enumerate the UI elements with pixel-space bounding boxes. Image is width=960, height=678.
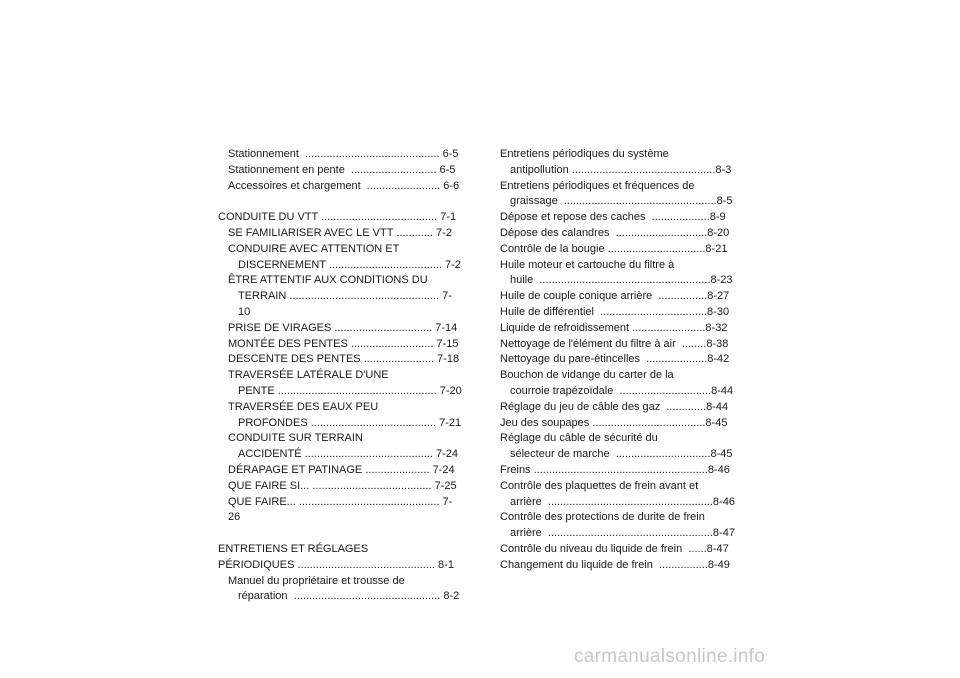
toc-entry-line: Dépose et repose des caches ...................8-9 [500,211,726,224]
toc-entry-line: QUE FAIRE... .............................................. 7-26 [228,495,453,524]
toc-entry-line: Liquide de refroidissement ........................8-32 [500,321,728,334]
toc-entry[interactable] [218,147,464,163]
toc-entry-line: ACCIDENTÉ .......................................... 7-24 [238,448,459,461]
toc-entry-line: courroie trapézoïdale ..............................8-44 [510,384,734,397]
toc-entry[interactable] [218,337,464,353]
toc-entry-line: TERRAIN ................................................. 7-10 [238,290,452,318]
toc-entry-line: CONDUIRE AVEC ATTENTION ET [228,242,400,255]
toc-entry-line: sélecteur de marche ...............................8-45 [510,448,733,461]
toc-entry[interactable] [218,479,464,495]
toc-entry-line: huile ........................................................8-23 [510,274,733,287]
toc-entry[interactable] [218,431,464,463]
toc-entry[interactable] [500,416,740,432]
toc-entry-line: graissage ..................................................8-5 [510,195,733,208]
toc-entry-line: CONDUITE DU VTT ...................................... 7-1 [218,211,457,224]
toc-entry[interactable] [218,352,464,368]
toc-entry-line: PRISE DE VIRAGES ................................ 7-14 [228,321,458,334]
toc-entry-line: Entretiens périodiques et fréquences de [500,179,695,192]
toc-entry-line: DÉRAPAGE ET PATINAGE ..................... 7-24 [228,463,455,476]
toc-entry-line: TRAVERSÉE LATÉRALE D'UNE [228,369,389,382]
toc-entry-line: Dépose des calandres ..............................8-20 [500,226,730,239]
toc-entry-line: Contrôle des plaquettes de frein avant et [500,479,699,492]
toc-entry-line: ENTRETIENS ET RÉGLAGES [218,542,369,555]
toc-entry[interactable] [218,542,464,558]
toc-entry-line: Bouchon de vidange du carter de la [500,369,674,382]
toc-entry-line: ÊTRE ATTENTIF AUX CONDITIONS DU [228,274,428,287]
toc-entry-line: CONDUITE SUR TERRAIN [228,432,363,445]
toc-entry[interactable] [500,147,740,179]
toc-entry[interactable] [218,463,464,479]
toc-entry[interactable] [218,400,464,432]
toc-entry[interactable] [218,368,464,400]
toc-entry-line: QUE FAIRE SI... ....................................... 7-25 [228,479,457,492]
toc-entry[interactable] [218,574,464,606]
toc-entry-line: Contrôle de la bougie ................................8-21 [500,242,728,255]
toc-entry-line: Nettoyage de l'élément du filtre à air ........8-38 [500,337,729,350]
toc-entry-line: DISCERNEMENT ..................................... 7-2 [238,258,461,271]
toc-entry[interactable] [218,558,464,574]
toc-entry[interactable] [500,258,740,290]
toc-entry-line: Contrôle des protections de durite de frein [500,511,705,524]
toc-entry[interactable] [500,542,740,558]
toc-entry[interactable] [500,210,740,226]
toc-entry-line: TRAVERSÉE DES EAUX PEU [228,400,379,413]
toc-entry[interactable] [500,463,740,479]
toc-entry[interactable] [500,242,740,258]
toc-entry-line: Huile de différentiel ...................................8-30 [500,305,730,318]
toc-entry-line: arrière ......................................................8-46 [510,495,735,508]
toc-entry[interactable] [218,226,464,242]
toc-spacer [218,194,464,210]
toc-entry[interactable] [500,305,740,321]
toc-entry-line: Réglage du jeu de câble des gaz .............8-44 [500,400,729,413]
toc-entry-line: SE FAMILIARISER AVEC LE VTT ............ 7-2 [228,226,452,239]
toc-entry[interactable] [500,558,740,574]
watermark-text: carmanualsonline.info [574,646,766,667]
toc-entry[interactable] [500,226,740,242]
toc-entry-line: Manuel du propriétaire et trousse de [228,574,405,587]
toc-entry-line: PENTE .................................................... 7-20 [238,384,462,397]
toc-entry-line: antipollution ...............................................8-3 [510,163,732,176]
toc-entry-line: PÉRIODIQUES ............................................. 8-1 [218,558,454,571]
toc-entry-line: Contrôle du niveau du liquide de frein ......8-47 [500,542,729,555]
toc-spacer [218,526,464,542]
toc-entry-line: Entretiens périodiques du système [500,148,669,160]
toc-entry-line: Stationnement en pente ............................ 6-5 [228,163,456,176]
toc-entry[interactable] [500,431,740,463]
toc-entry-line: Stationnement ............................................ 6-5 [228,148,459,160]
toc-entry[interactable] [218,210,464,226]
toc-entry[interactable] [500,321,740,337]
toc-entry-line: Nettoyage du pare-étincelles ....................8-42 [500,353,730,366]
toc-entry-line: Huile de couple conique arrière ................8-27 [500,290,730,303]
toc-entry[interactable] [500,289,740,305]
toc-entry-line: Huile moteur et cartouche du filtre à [500,258,675,271]
toc-entry[interactable] [218,321,464,337]
toc-entry-line: Freins .........................................................8-46 [500,463,730,476]
toc-right-column [500,147,740,574]
toc-entry[interactable] [500,179,740,211]
toc-entry-line: réparation ................................................ 8-2 [238,590,460,603]
toc-entry[interactable] [500,400,740,416]
toc-entry-line: Jeu des soupapes .....................................8-45 [500,416,728,429]
toc-entry[interactable] [500,352,740,368]
toc-entry-line: Accessoires et chargement ........................ 6-6 [228,179,460,192]
toc-entry[interactable] [500,368,740,400]
toc-entry[interactable] [500,510,740,542]
toc-entry[interactable] [500,337,740,353]
toc-entry[interactable] [500,479,740,511]
toc-entry-line: DESCENTE DES PENTES ....................... 7-18 [228,353,460,366]
toc-entry-line: PROFONDES ......................................... 7-21 [238,416,462,429]
toc-entry[interactable] [218,495,464,527]
toc-entry[interactable] [218,163,464,179]
toc-left-column [218,147,464,605]
toc-entry[interactable] [218,273,464,320]
toc-entry-line: MONTÉE DES PENTES ........................... 7-15 [228,337,459,350]
toc-entry-line: arrière ......................................................8-47 [510,527,735,540]
toc-entry-line: Changement du liquide de frein ................8-49 [500,558,730,571]
toc-entry-line: Réglage du câble de sécurité du [500,432,658,445]
toc-entry[interactable] [218,242,464,274]
toc-entry[interactable] [218,179,464,195]
